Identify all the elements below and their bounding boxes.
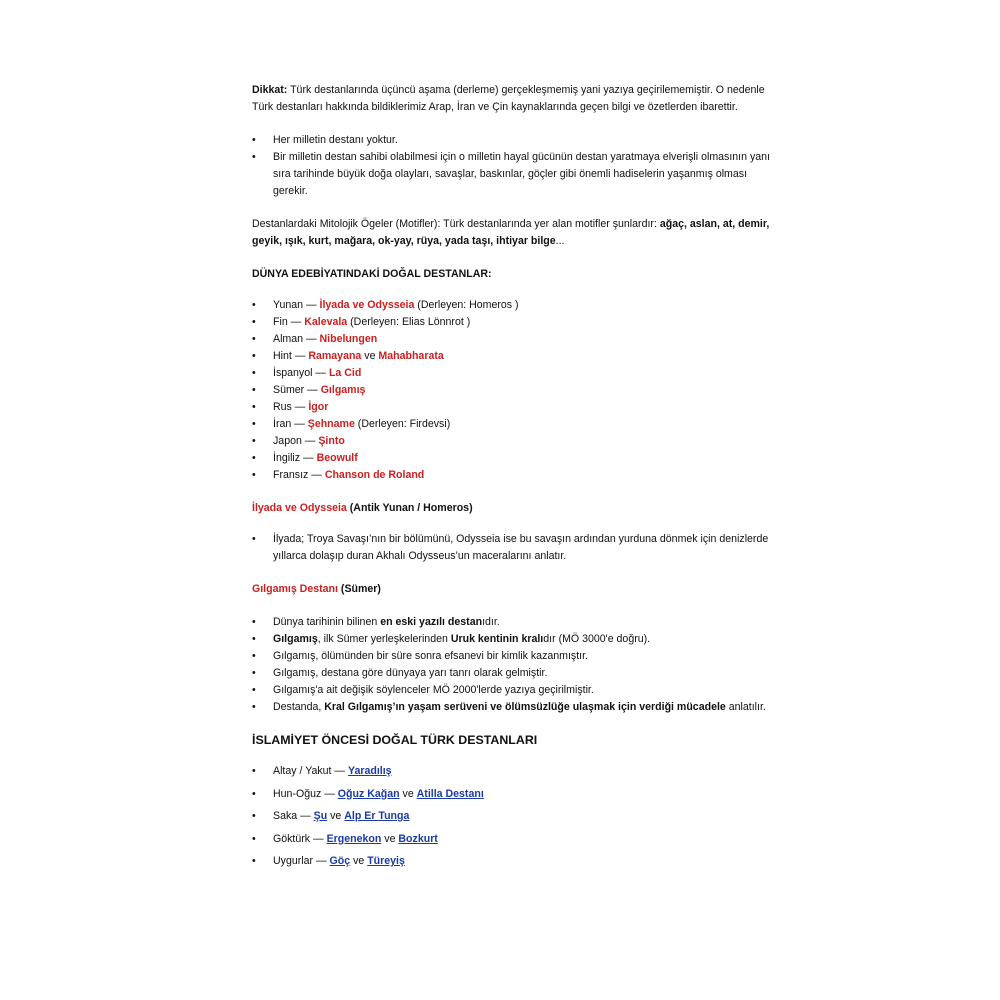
connector: ve [399, 787, 417, 800]
nation: İspanyol — [273, 367, 329, 379]
epic-link[interactable]: Atilla Destanı [416, 787, 484, 800]
compiler: (Derleyen: Firdevsi) [354, 418, 451, 430]
list-item [252, 416, 772, 433]
text-part: Destanda, [273, 701, 325, 713]
list-item [252, 382, 772, 399]
ilyada-subtitle: (Antik Yunan / Homeros) [346, 502, 473, 514]
epic-name: Şinto [318, 435, 345, 447]
list-item: • Gılgamış, destana göre dünyaya yarı tanrı olarak gelmiştir. [252, 665, 772, 682]
gilgamis-list [252, 614, 772, 716]
world-epics-list [252, 297, 772, 484]
list-item [252, 763, 772, 780]
epic-link[interactable]: Şu [313, 810, 328, 822]
nation: Saka — [273, 810, 314, 822]
text-part: Dünya tarihinin bilinen [273, 616, 381, 628]
nation: Japon — [273, 435, 319, 447]
list-item [252, 331, 772, 348]
list-item [252, 808, 772, 825]
text-part: anlatılır. [725, 701, 766, 713]
list-item: • Bir milletin destan sahibi olabilmesi için o milletin hayal gücünün destan yaratmaya elverişli olmasının yanı sıra tarihinde büyük doğa olayları, savaşlar, baskınlar, göçler gibi önemli hadiselerin yaşanmış olması gerekir. [252, 149, 772, 200]
motifs-list: ağaç, aslan, at, demir, geyik, ışık, kurt, mağara, ok-yay, rüya, yada taşı, ihtiyar bilge [252, 218, 770, 247]
list-item [252, 450, 772, 467]
epic-name: Şehname [307, 418, 355, 430]
nation: Fin — [273, 316, 305, 328]
emphasis: Kral Gılgamış’ın yaşam serüveni ve ölümsüzlüğe ulaşmak için verdiği mücadele [324, 701, 726, 713]
epic-link[interactable]: Oğuz Kağan [337, 787, 400, 800]
epic-link[interactable]: Göç [329, 855, 351, 867]
list-item [252, 314, 772, 331]
epic-name: İgor [308, 401, 329, 413]
motifs-paragraph [252, 216, 772, 250]
nation: Hint — [273, 350, 309, 362]
ilyada-title: İlyada ve Odysseia [252, 502, 347, 514]
nation: Göktürk — [273, 832, 327, 845]
world-heading: DÜNYA EDEBİYATINDAKİ DOĞAL DESTANLAR: [252, 268, 492, 280]
epic-link[interactable]: Yaradılış [347, 765, 392, 777]
motifs-tail: ... [555, 235, 565, 247]
nation: Alman — [273, 333, 320, 345]
list-item [252, 365, 772, 382]
dikkat-paragraph [252, 82, 772, 116]
list-item [252, 297, 772, 314]
nation: İngiliz — [273, 452, 317, 464]
compiler: (Derleyen: Homeros ) [414, 299, 519, 311]
connector: ve [327, 810, 345, 822]
epic-name: Kalevala [304, 316, 348, 328]
epic-name: Ramayana [308, 350, 362, 362]
gilgamis-heading [252, 581, 772, 598]
epic-link[interactable]: Bozkurt [398, 832, 438, 845]
epic-link[interactable]: Alp Er Tunga [344, 810, 410, 822]
epic-name: La Cid [328, 367, 362, 379]
nation: Altay / Yakut — [273, 765, 348, 777]
document-content [252, 82, 772, 876]
text-part: dır (MÖ 3000'e doğru). [543, 633, 651, 645]
epic-name: Gılgamış [320, 384, 366, 396]
turk-epics-list [252, 763, 772, 870]
epic-name: Mahabharata [378, 350, 444, 362]
compiler: (Derleyen: Elias Lönnrot ) [347, 316, 471, 328]
list-item [252, 433, 772, 450]
list-item [252, 786, 772, 803]
list-item [252, 467, 772, 484]
list-item [252, 631, 772, 648]
emphasis: en eski yazılı destan [380, 616, 483, 628]
text-part: , ilk Sümer yerleşkelerinden [317, 633, 451, 645]
gilgamis-title: Gılgamış Destanı [252, 583, 338, 595]
dikkat-label: Dikkat: [252, 84, 288, 96]
list-item: • Her milletin destanı yoktur. [252, 132, 772, 149]
dikkat-text: Türk destanlarında üçüncü aşama (derleme) gerçekleşmemiş yani yazıya geçirilememiştir. O nedenle Türk destanları hakkında bildiklerimiz Arap, İran ve Çin kaynaklarında geçen bilgi ve özetlerden ibarettir. [252, 84, 765, 113]
epic-link[interactable]: Ergenekon [326, 832, 382, 845]
turk-heading: İSLAMİYET ÖNCESİ DOĞAL TÜRK DESTANLARI [252, 733, 538, 747]
rules-list [252, 132, 772, 200]
gilgamis-subtitle: (Sümer) [337, 583, 381, 595]
emphasis: Gılgamış [273, 633, 318, 645]
emphasis: Uruk kentinin kralı [450, 633, 544, 645]
list-item: • Gılgamış'a ait değişik söylenceler MÖ 2000'lerde yazıya geçirilmiştir. [252, 682, 772, 699]
list-item: • Gılgamış, ölümünden bir süre sonra efsanevi bir kimlik kazanmıştır. [252, 648, 772, 665]
nation: Fransız — [273, 469, 325, 481]
list-item [252, 614, 772, 631]
nation: Yunan — [273, 299, 320, 311]
ilyada-heading [252, 500, 772, 517]
list-item [252, 399, 772, 416]
epic-link[interactable]: Türeyiş [367, 855, 405, 867]
epic-name: Chanson de Roland [324, 469, 425, 481]
nation: Sümer — [273, 384, 321, 396]
nation: Hun-Oğuz — [273, 787, 338, 800]
epic-name: İlyada ve Odysseia [319, 299, 415, 311]
nation: Uygurlar — [273, 855, 330, 867]
ilyada-list [252, 531, 772, 565]
connector: ve [350, 855, 368, 867]
connector: ve [381, 832, 399, 845]
epic-name: Beowulf [316, 452, 358, 464]
nation: Rus — [273, 401, 309, 413]
text-part: ıdır. [482, 616, 500, 628]
list-item [252, 699, 772, 716]
epic-name: Nibelungen [319, 333, 378, 345]
nation: İran — [273, 418, 308, 430]
connector: ve [361, 350, 379, 362]
list-item: • İlyada; Troya Savaşı’nın bir bölümünü, Odysseia ise bu savaşın ardından yurduna dönmek için denizlerde yıllarca dolaşıp duran Akhalı Odysseus’un maceralarını anlatır. [252, 531, 772, 565]
motifs-intro: Destanlardaki Mitolojik Ögeler (Motifler): Türk destanlarında yer alan motifler şunlardır: [252, 218, 660, 230]
list-item [252, 831, 772, 848]
list-item [252, 853, 772, 870]
list-item [252, 348, 772, 365]
